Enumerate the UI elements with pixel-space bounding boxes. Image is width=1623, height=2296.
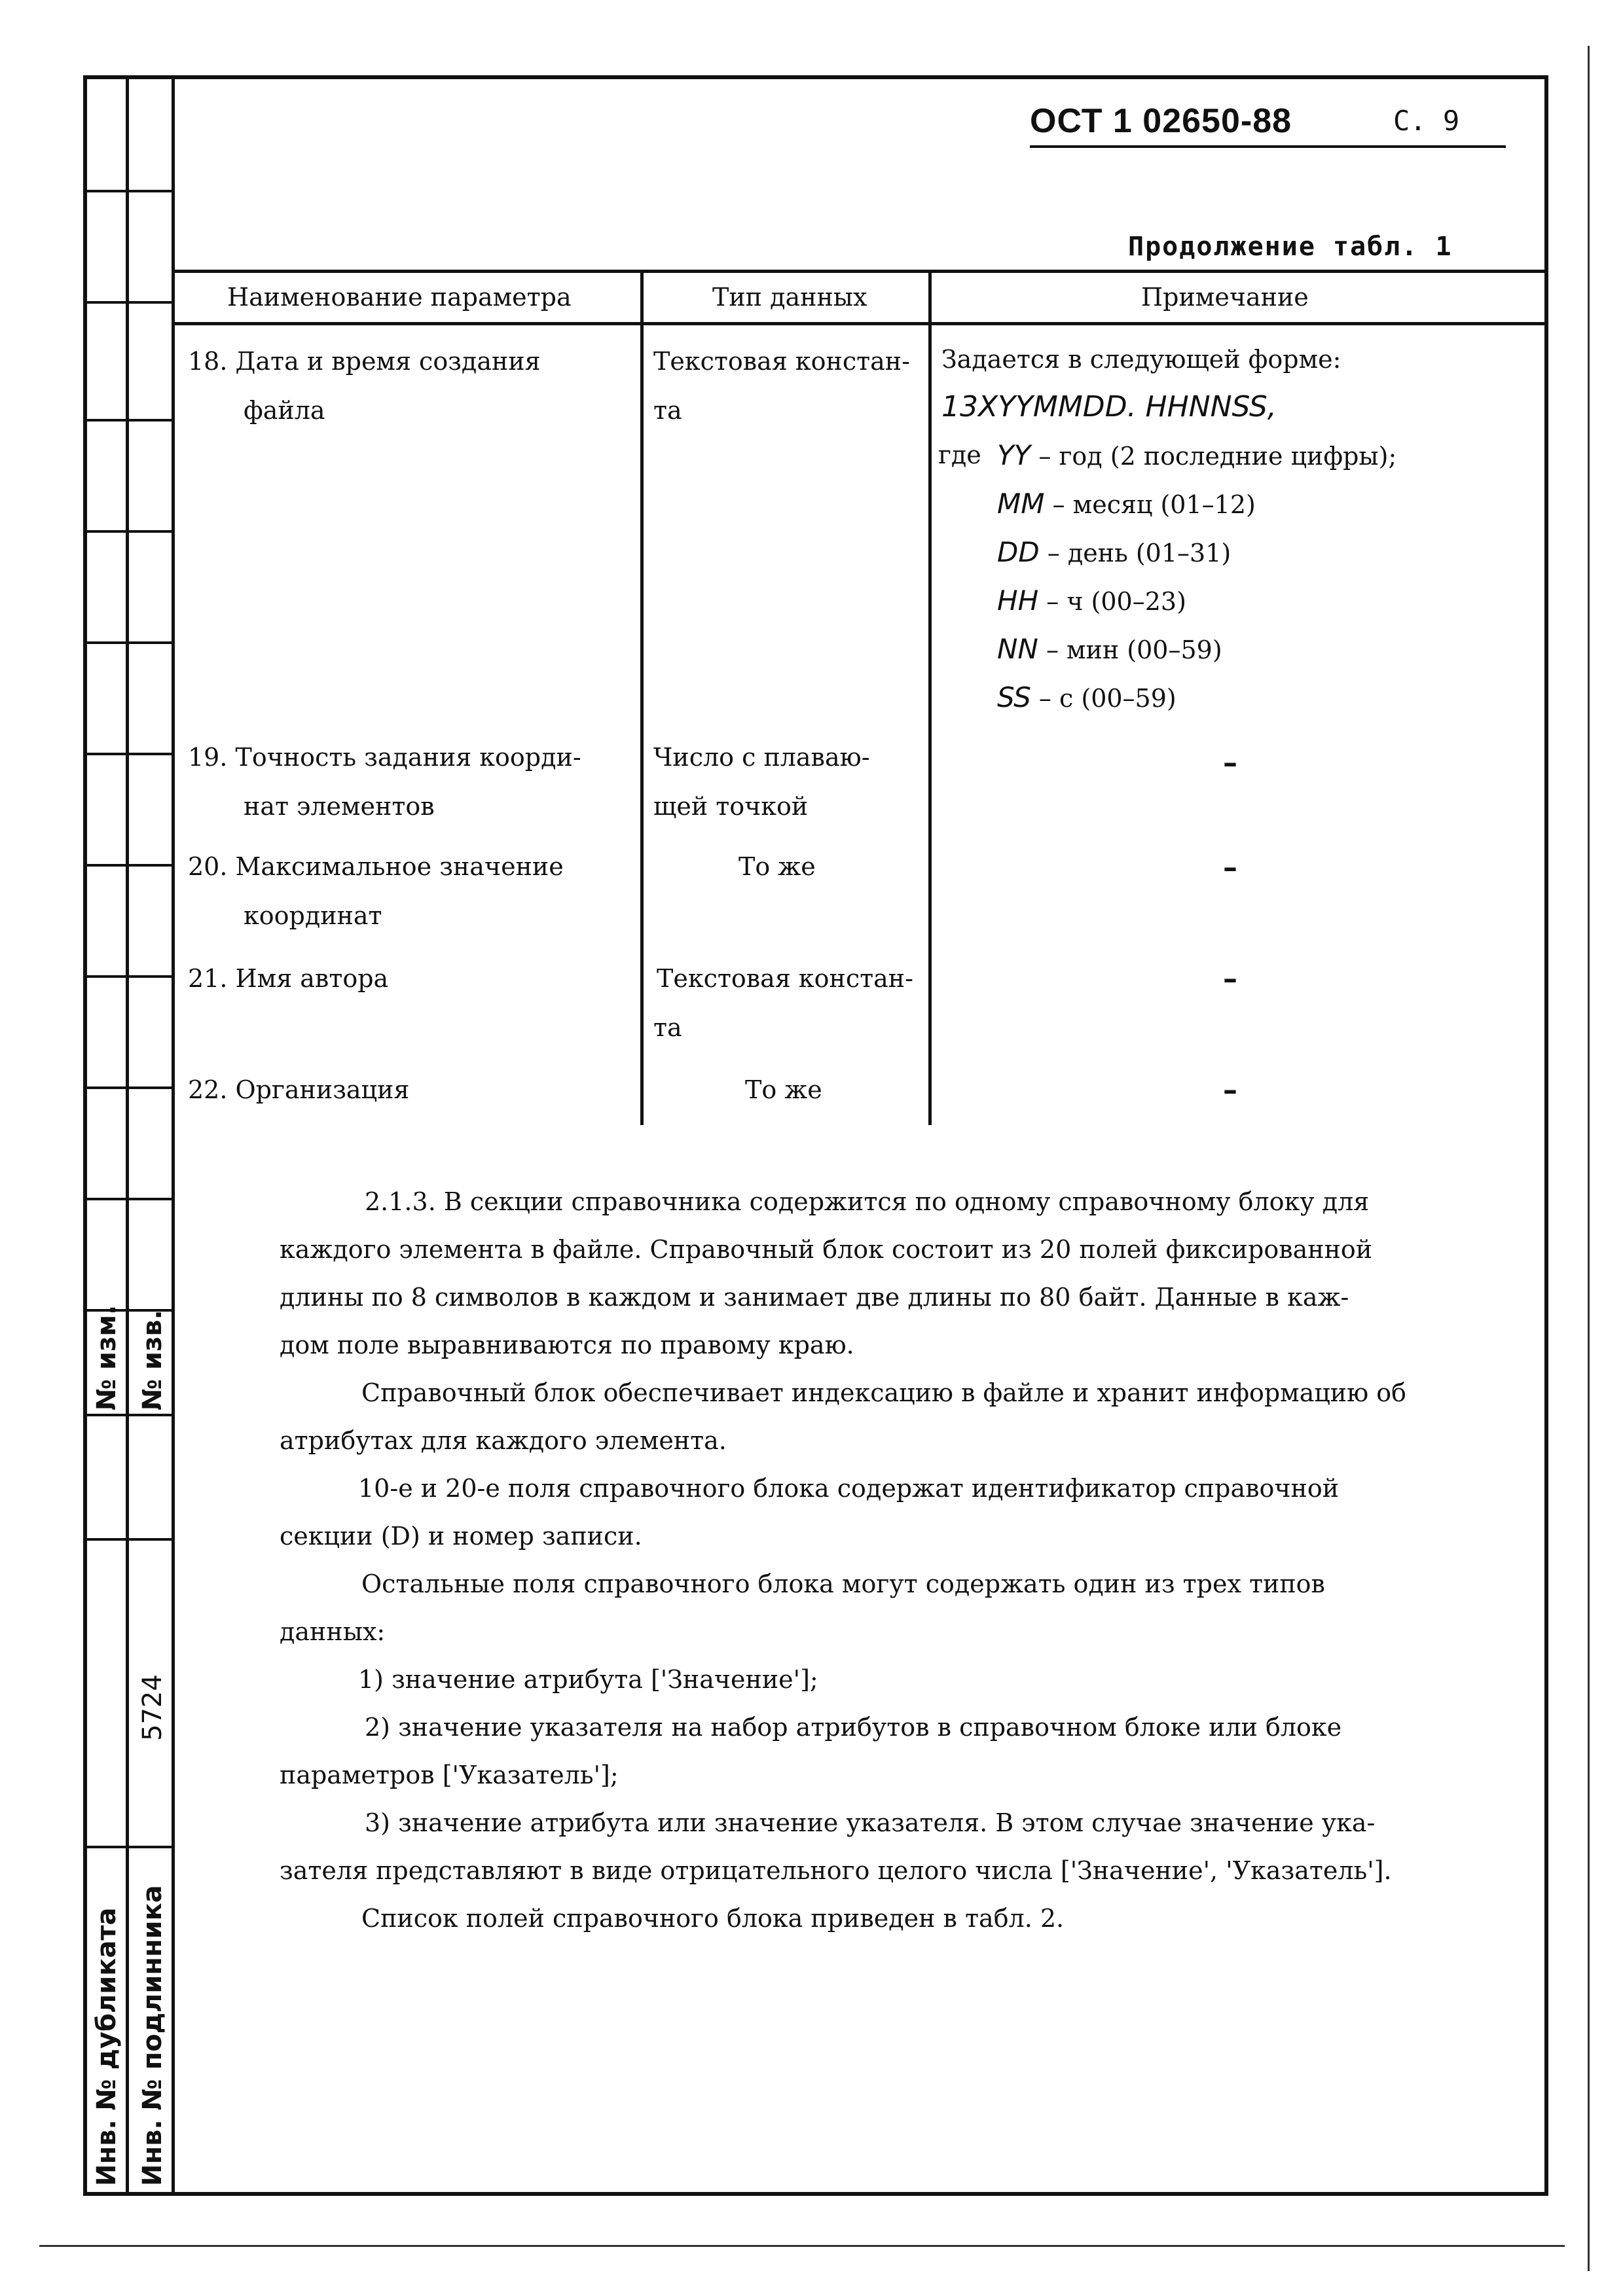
page-number: С. 9 [1393, 105, 1460, 137]
duplicate-inventory-label: Инв. № дубликата [92, 1907, 122, 2186]
paragraph-line: 2.1.3. В секции справочника содержится по одному справочному блоку для [365, 1187, 1370, 1216]
header-rule [1030, 145, 1506, 148]
column-header-note: Примечание [1141, 283, 1309, 312]
date-format-item: NN – мин (00–59) [997, 633, 1222, 665]
paragraph-line: Справочный блок обеспечивает индексацию в файле и хранит информацию об [361, 1378, 1407, 1407]
list-item: 2) значение указателя на набор атрибутов в справочном блоке или блоке [365, 1713, 1342, 1742]
margin-strip [83, 75, 175, 2196]
change-number-label: № изм. [92, 1304, 122, 1410]
paragraph-line: длины по 8 символов в каждом и занимает две длины по 80 байт. Данные в каж- [280, 1283, 1349, 1312]
list-item-continuation: параметров ['Указатель']; [280, 1761, 619, 1789]
notice-number-label: № изв. [137, 1310, 168, 1410]
table-column-divider [928, 271, 932, 1125]
list-item: 1) значение атрибута ['Значение']; [358, 1665, 818, 1694]
closing-line: Список полей справочного блока приведен в табл. 2. [361, 1904, 1065, 1933]
paragraph-line: каждого элемента в файле. Справочный блок состоит из 20 полей фиксированной [280, 1235, 1373, 1264]
date-format-item: HH – ч (00–23) [997, 584, 1186, 617]
paragraph-line: атрибутах для каждого элемента. [280, 1426, 727, 1455]
note-dash: – [1223, 851, 1237, 884]
inventory-number: 5724 [137, 1674, 168, 1741]
table-column-divider [640, 271, 644, 1125]
date-format-intro: Задается в следующей форме: [941, 345, 1341, 374]
list-item-continuation: зателя представляют в виде отрицательного целого числа ['Значение', 'Указатель']. [280, 1856, 1392, 1885]
paragraph-line: дом поле выравниваются по правому краю. [280, 1331, 854, 1359]
date-format-item: MM – месяц (01–12) [997, 488, 1256, 520]
table-header-border [175, 322, 1544, 325]
date-format-item: DD – день (01–31) [997, 536, 1231, 568]
date-format-item: SS – с (00–59) [997, 681, 1176, 713]
note-dash: – [1223, 1073, 1237, 1107]
note-dash: – [1223, 962, 1237, 996]
date-format-item: YY – год (2 последние цифры); [997, 439, 1397, 471]
original-inventory-label: Инв. № подлинника [137, 1885, 168, 2186]
paragraph-line: Остальные поля справочного блока могут содержать один из трех типов [361, 1570, 1325, 1598]
table-top-border [175, 270, 1544, 273]
date-format-pattern: 13XYYMMDD. HHNNSS, [941, 390, 1277, 423]
column-header-type: Тип данных [712, 283, 867, 312]
page-edge-line [1588, 46, 1590, 2271]
paragraph-line: данных: [280, 1617, 386, 1646]
list-item: 3) значение атрибута или значение указателя. В этом случае значение ука- [365, 1808, 1376, 1837]
note-dash: – [1223, 746, 1237, 780]
paragraph-line: 10-е и 20-е поля справочного блока содержат идентификатор справочной [358, 1474, 1340, 1503]
page-bottom-rule [39, 2245, 1565, 2247]
standard-code: ОСТ 1 02650-88 [1030, 102, 1292, 140]
column-header-parameter: Наименование параметра [227, 283, 572, 312]
table-continuation-label: Продолжение табл. 1 [1128, 232, 1453, 262]
paragraph-line: секции (D) и номер записи. [280, 1522, 642, 1551]
